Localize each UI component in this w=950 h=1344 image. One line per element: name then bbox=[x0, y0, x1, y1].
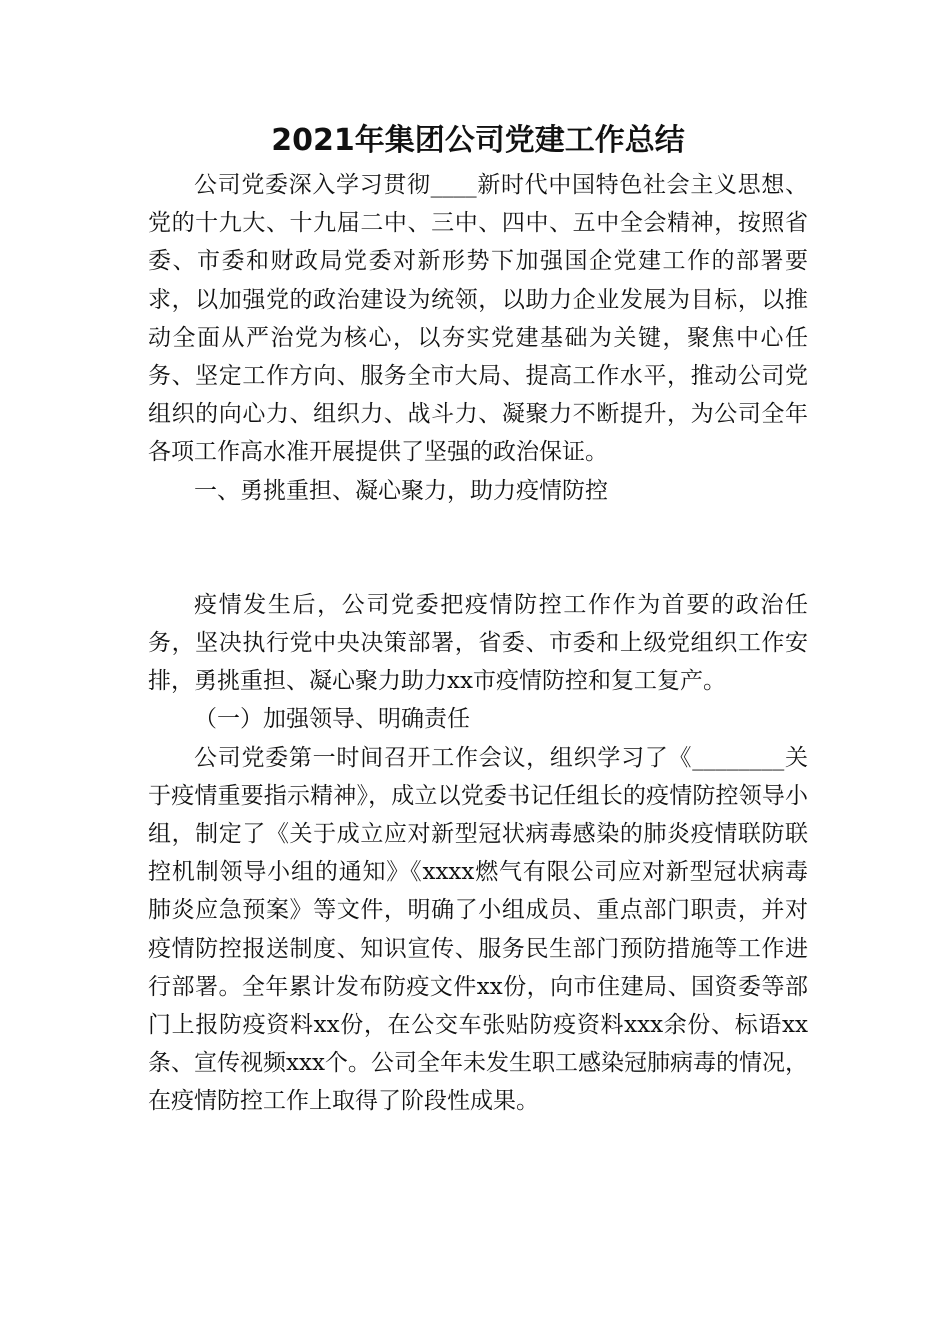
document-title: 2021年集团公司党建工作总结 bbox=[271, 123, 685, 158]
section-1-heading: 一、勇挑重担、凝心聚力，助力疫情防控 bbox=[194, 477, 608, 504]
subsection-1-heading: （一）加强领导、明确责任 bbox=[194, 706, 470, 733]
section-1-paragraph: 疫情发生后，公司党委把疫情防控工作作为首要的政治任务，坚决执行党中央决策部署，省委、市委和上级党组织工作安排，勇挑重担、凝心聚力助力xx市疫情防控和复工复产。 bbox=[148, 591, 808, 695]
document-page bbox=[148, 118, 808, 1121]
subsection-1-paragraph: 公司党委第一时间召开工作会议，组织学习了《________关于疫情重要指示精神》，成立以党委书记任组长的疫情防控领导小组，制定了《关于成立应对新型冠状病毒感染的肺炎疫情联防联控机制领导小组的通知》《xxxx燃气有限公司应对新型冠状病毒肺炎应急预案》等文件，明确了小组成员、重点部门职责，并对疫情防控报送制度、知识宣传、服务民生部门预防措施等工作进行部署。全年累计发布防疫文件xx份，向市住建局、国资委等部门上报防疫资料xx份，在公交车张贴防疫资料xxx余份、标语xx条、宣传视频xxx个。公司全年未发生职工感染冠肺病毒的情况，在疫情防控工作上取得了阶段性成果。 bbox=[148, 744, 808, 1115]
intro-paragraph: 公司党委深入学习贯彻____新时代中国特色社会主义思想、党的十九大、十九届二中、三中、四中、五中全会精神，按照省委、市委和财政局党委对新形势下加强国企党建工作的部署要求，以加强党的政治建设为统领，以助力企业发展为目标，以推动全面从严治党为核心，以夯实党建基础为关键，聚焦中心任务、坚定工作方向、服务全市大局、提高工作水平，推动公司党组织的向心力、组织力、战斗力、凝聚力不断提升，为公司全年各项工作高水准开展提供了坚强的政治保证。 bbox=[148, 172, 808, 466]
blank-gap bbox=[148, 510, 808, 586]
